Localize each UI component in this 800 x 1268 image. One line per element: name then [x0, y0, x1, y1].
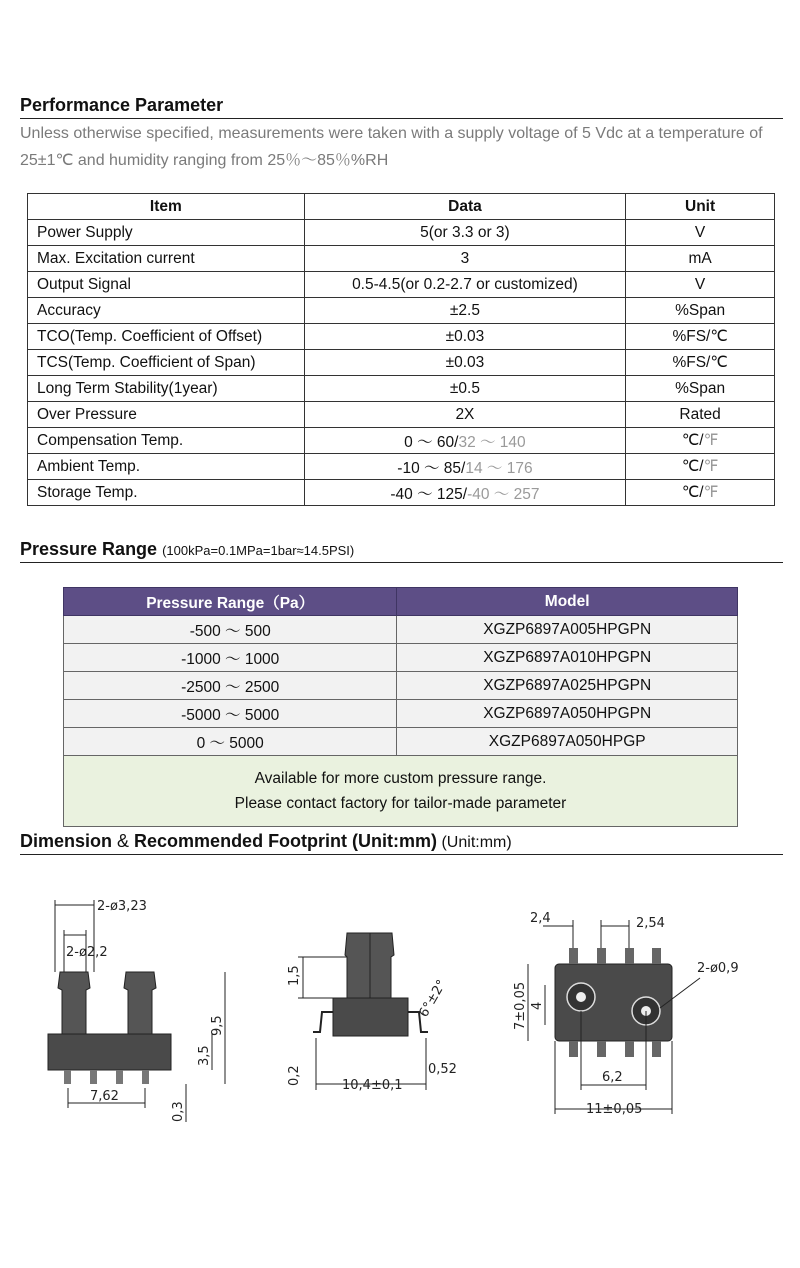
side-lead-4 — [142, 1070, 149, 1084]
pressure-range-table — [63, 587, 738, 827]
cell-data — [304, 428, 626, 454]
cell-model: XGZP6897A050HPGPN — [397, 700, 738, 728]
side-view-drawing — [48, 899, 225, 1122]
performance-row — [28, 220, 775, 246]
top-pad — [652, 948, 661, 964]
performance-rule — [20, 118, 783, 119]
cell-unit — [626, 454, 775, 480]
cell-unit — [626, 220, 775, 246]
cell-data-alt: 32 ～ 140 — [458, 433, 526, 451]
cell-item: Compensation Temp. — [28, 428, 305, 454]
cell-unit-main: ℃/ — [681, 484, 704, 501]
side-port-left — [58, 972, 90, 1034]
range-note-line1: Available for more custom pressure range. — [254, 770, 547, 787]
cell-data — [304, 350, 626, 376]
cell-data-main: ±0.03 — [445, 327, 485, 345]
cell-unit-main: ℃/ — [681, 432, 704, 449]
performance-row — [28, 298, 775, 324]
cell-unit-main: Rated — [679, 405, 721, 423]
top-port-left-hole — [576, 992, 586, 1002]
range-row — [64, 644, 738, 672]
cell-data — [304, 402, 626, 428]
performance-row — [28, 350, 775, 376]
front-dim-pad: 0,2 — [287, 1065, 302, 1086]
cell-data — [304, 324, 626, 350]
performance-row — [28, 402, 775, 428]
top-view-drawing — [513, 911, 739, 1117]
cell-data-alt: -40 ～ 257 — [467, 485, 540, 503]
top-pad — [597, 1041, 606, 1057]
range-note — [64, 756, 738, 827]
range-row — [64, 672, 738, 700]
cell-unit-alt: ℉ — [703, 484, 719, 501]
cell-data-main: 3 — [460, 249, 470, 267]
cell-item: Ambient Temp. — [28, 454, 305, 480]
cell-model: XGZP6897A005HPGPN — [397, 616, 738, 644]
cell-data-main: ±0.5 — [449, 379, 480, 397]
cell-unit-main: %FS/℃ — [672, 328, 728, 345]
cell-unit — [626, 298, 775, 324]
dimension-title-amp: & — [112, 831, 135, 851]
cell-model: XGZP6897A025HPGPN — [397, 672, 738, 700]
cell-data-main: ±2.5 — [449, 301, 480, 319]
dimension-title-suffix: (Unit:mm) — [437, 834, 512, 851]
performance-table — [27, 193, 775, 506]
cell-range: -5000 ～ 5000 — [64, 700, 397, 728]
cell-range: -2500 ～ 2500 — [64, 672, 397, 700]
cell-unit-main: %FS/℃ — [672, 354, 728, 371]
top-dim-h1: 7±0,05 — [513, 981, 528, 1030]
front-view-drawing — [287, 933, 457, 1093]
performance-row — [28, 272, 775, 298]
side-dim-d1: 2-ø3,23 — [97, 899, 147, 914]
cell-range: -1000 ～ 1000 — [64, 644, 397, 672]
top-dim-p2: 2,54 — [636, 916, 665, 931]
cell-unit — [626, 376, 775, 402]
range-note-line2: Please contact factory for tailor-made parameter — [234, 795, 567, 812]
range-note-row — [64, 756, 738, 827]
range-row — [64, 728, 738, 756]
top-dim-h2: 4 — [530, 1001, 545, 1010]
cell-data — [304, 376, 626, 402]
cell-item: Output Signal — [28, 272, 305, 298]
front-lead-left — [313, 1012, 333, 1032]
top-pad — [652, 1041, 661, 1057]
header-unit: Unit — [626, 194, 775, 220]
top-pad — [597, 948, 606, 964]
header-data: Data — [304, 194, 626, 220]
cell-item: TCO(Temp. Coefficient of Offset) — [28, 324, 305, 350]
top-pad — [569, 948, 578, 964]
header-pressure-range: Pressure Range（Pa） — [64, 588, 397, 616]
performance-header-row — [28, 194, 775, 220]
cell-data — [304, 220, 626, 246]
cell-data — [304, 480, 626, 506]
cell-data-main: -10 ～ 85/ — [397, 459, 466, 477]
top-dim-p1: 2,4 — [530, 911, 551, 926]
top-pad — [625, 948, 634, 964]
cell-unit-main: %Span — [675, 301, 726, 319]
cell-item: Over Pressure — [28, 402, 305, 428]
cell-unit — [626, 246, 775, 272]
cell-item: Storage Temp. — [28, 480, 305, 506]
cell-data-alt: 14 ～ 176 — [465, 459, 533, 477]
cell-unit-alt: ℉ — [703, 432, 719, 449]
performance-row — [28, 454, 775, 480]
pressure-range-title — [20, 539, 354, 560]
performance-intro: Unless otherwise specified, measurements were taken with a supply voltage of 5 Vdc at a temperature of 25±1℃ and humidity ranging from 25％～85％%RH — [20, 125, 763, 169]
cell-data — [304, 298, 626, 324]
cell-data — [304, 246, 626, 272]
front-dim-lead: 0,52 — [428, 1062, 457, 1077]
cell-unit-main: V — [694, 223, 706, 241]
cell-data-main: -40 ～ 125/ — [390, 485, 468, 503]
cell-data-main: ±0.03 — [445, 353, 485, 371]
cell-item: Long Term Stability(1year) — [28, 376, 305, 402]
cell-item: Accuracy — [28, 298, 305, 324]
front-dim-w: 10,4±0,1 — [342, 1078, 403, 1093]
top-pad — [625, 1041, 634, 1057]
side-lead-3 — [116, 1070, 123, 1084]
front-dim-angle: 6°±2° — [416, 977, 450, 1020]
cell-unit — [626, 480, 775, 506]
cell-data-main: 0 ～ 60/ — [404, 433, 459, 451]
front-body — [333, 998, 408, 1036]
range-row — [64, 616, 738, 644]
dimension-rule — [20, 854, 783, 855]
cell-range: 0 ～ 5000 — [64, 728, 397, 756]
top-pad — [569, 1041, 578, 1057]
side-lead-2 — [90, 1070, 97, 1084]
cell-data — [304, 272, 626, 298]
performance-title: Performance Parameter — [20, 95, 224, 115]
cell-range: -500 ～ 500 — [64, 616, 397, 644]
cell-item: Max. Excitation current — [28, 246, 305, 272]
cell-unit — [626, 428, 775, 454]
side-dim-h2: 3,5 — [197, 1045, 212, 1066]
top-dim-hole: 2-ø0,9 — [697, 961, 739, 976]
cell-unit — [626, 272, 775, 298]
side-body — [48, 1034, 171, 1070]
side-dim-w: 7,62 — [90, 1089, 119, 1104]
side-port-right — [124, 972, 156, 1034]
pressure-range-rule — [20, 562, 783, 563]
cell-unit-alt: ℉ — [703, 458, 719, 475]
side-lead-1 — [64, 1070, 71, 1084]
performance-row — [28, 428, 775, 454]
dimension-title — [20, 831, 512, 852]
cell-unit-main: V — [694, 275, 706, 293]
dimension-drawings — [0, 860, 800, 1160]
dimension-title-bold1: Dimension — [20, 831, 113, 851]
side-dim-d2: 2-ø2,2 — [66, 945, 108, 960]
side-dim-h3: 0,3 — [171, 1101, 186, 1122]
cell-unit-main: mA — [688, 249, 712, 267]
cell-item: TCS(Temp. Coefficient of Span) — [28, 350, 305, 376]
cell-data-main: 0.5-4.5(or 0.2-2.7 or customized) — [352, 275, 578, 293]
dimension-title-bold2: Recommended Footprint (Unit:mm) — [134, 831, 438, 851]
header-model: Model — [397, 588, 738, 616]
top-dim-w2: 11±0,05 — [586, 1102, 643, 1117]
pressure-range-heading: Pressure Range — [20, 539, 158, 559]
side-dim-h1: 9,5 — [210, 1015, 225, 1036]
performance-row — [28, 246, 775, 272]
performance-row — [28, 324, 775, 350]
cell-model: XGZP6897A010HPGPN — [397, 644, 738, 672]
top-dim-w1: 6,2 — [602, 1070, 623, 1085]
cell-data-main: 5(or 3.3 or 3) — [420, 223, 510, 241]
header-item: Item — [28, 194, 305, 220]
cell-unit-main: ℃/ — [681, 458, 704, 475]
cell-model: XGZP6897A050HPGP — [397, 728, 738, 756]
cell-unit — [626, 350, 775, 376]
range-header-row — [64, 588, 738, 616]
cell-unit-main: %Span — [675, 379, 726, 397]
cell-data-main: 2X — [455, 405, 475, 423]
performance-row — [28, 376, 775, 402]
front-dim-h: 1,5 — [287, 965, 302, 986]
pressure-range-subtitle: (100kPa=0.1MPa=1bar≈14.5PSI) — [162, 543, 355, 558]
cell-item: Power Supply — [28, 220, 305, 246]
cell-unit — [626, 402, 775, 428]
range-row — [64, 700, 738, 728]
performance-row — [28, 480, 775, 506]
cell-unit — [626, 324, 775, 350]
cell-data — [304, 454, 626, 480]
